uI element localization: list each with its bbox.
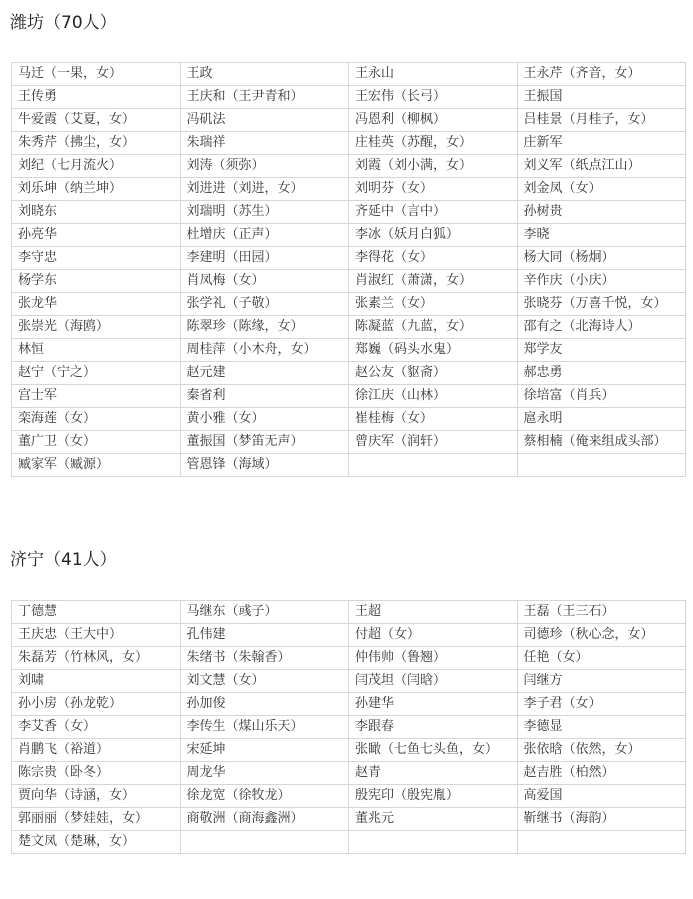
name-cell: 王传勇 xyxy=(12,86,181,109)
name-cell: 马迁（一果，女） xyxy=(12,63,181,86)
table-row xyxy=(12,293,686,316)
table-row xyxy=(12,762,686,785)
roster-table-weifang xyxy=(11,62,686,477)
table-row xyxy=(12,716,686,739)
name-cell: 栾海莲（女） xyxy=(12,408,181,431)
name-cell: 闫茂坦（闫晗） xyxy=(349,670,518,693)
name-cell: 赵宁（宁之） xyxy=(12,362,181,385)
name-cell: 赵公友（䝙斋） xyxy=(349,362,518,385)
name-cell: 高爱国 xyxy=(517,785,686,808)
name-cell: 董振国（梦笛无声） xyxy=(180,431,349,454)
table-row xyxy=(12,431,686,454)
name-cell: 宫士军 xyxy=(12,385,181,408)
name-cell: 臧家军（臧源） xyxy=(12,454,181,477)
name-cell: 徐江庆（山林） xyxy=(349,385,518,408)
name-cell: 崔桂梅（女） xyxy=(349,408,518,431)
name-cell: 黄小雅（女） xyxy=(180,408,349,431)
name-cell: 刘晓东 xyxy=(12,201,181,224)
name-cell: 李艾香（女） xyxy=(12,716,181,739)
name-cell: 庄新军 xyxy=(517,132,686,155)
name-cell: 孙亮华 xyxy=(12,224,181,247)
name-cell: 丁德慧 xyxy=(12,601,181,624)
name-cell: 赵吉胜（柏然） xyxy=(517,762,686,785)
table-row xyxy=(12,647,686,670)
name-cell: 张龙华 xyxy=(12,293,181,316)
name-cell: 仲伟帅（鲁翘） xyxy=(349,647,518,670)
name-cell: 陈翠珍（陈缘，女） xyxy=(180,316,349,339)
name-cell: 朱秀芹（拂尘，女） xyxy=(12,132,181,155)
name-cell: 孙树贵 xyxy=(517,201,686,224)
name-cell: 冯矶法 xyxy=(180,109,349,132)
name-cell: 杨大同（杨炯） xyxy=(517,247,686,270)
name-cell: 杜增庆（正声） xyxy=(180,224,349,247)
table-row xyxy=(12,201,686,224)
name-cell: 任艳（女） xyxy=(517,647,686,670)
name-cell: 楚文凤（楚琳，女） xyxy=(12,831,181,854)
name-cell: 董兆元 xyxy=(349,808,518,831)
name-cell: 秦省利 xyxy=(180,385,349,408)
name-cell: 陈凝蓝（九蓝，女） xyxy=(349,316,518,339)
name-cell: 王宏伟（长弓） xyxy=(349,86,518,109)
name-cell: 王磊（王三石） xyxy=(517,601,686,624)
name-cell: 孙加俊 xyxy=(180,693,349,716)
name-cell: 刘瑞明（苏生） xyxy=(180,201,349,224)
table-row xyxy=(12,109,686,132)
name-cell: 孙小房（孙龙乾） xyxy=(12,693,181,716)
name-cell: 刘金凤（女） xyxy=(517,178,686,201)
name-cell: 郭丽丽（梦娃娃，女） xyxy=(12,808,181,831)
name-cell: 孙建华 xyxy=(349,693,518,716)
name-cell: 牛爱霞（艾夏，女） xyxy=(12,109,181,132)
table-row xyxy=(12,739,686,762)
table-row xyxy=(12,808,686,831)
name-cell: 李德显 xyxy=(517,716,686,739)
name-cell: 李建明（田园） xyxy=(180,247,349,270)
name-cell: 曾庆军（润轩） xyxy=(349,431,518,454)
name-cell: 赵青 xyxy=(349,762,518,785)
name-cell: 赵元建 xyxy=(180,362,349,385)
table-row xyxy=(12,670,686,693)
name-cell: 徐培富（肖兵） xyxy=(517,385,686,408)
name-cell: 闫继方 xyxy=(517,670,686,693)
name-cell: 朱瑞祥 xyxy=(180,132,349,155)
table-row xyxy=(12,247,686,270)
name-cell: 徐龙宽（徐牧龙） xyxy=(180,785,349,808)
table-row xyxy=(12,224,686,247)
name-cell xyxy=(517,454,686,477)
name-cell: 董广卫（女） xyxy=(12,431,181,454)
name-cell: 李得花（女） xyxy=(349,247,518,270)
name-cell: 林恒 xyxy=(12,339,181,362)
table-row xyxy=(12,339,686,362)
table-row xyxy=(12,831,686,854)
section-heading-jining: 济宁（41人） xyxy=(10,550,117,570)
name-cell: 马继东（彧子） xyxy=(180,601,349,624)
name-cell: 张晓芬（万喜千悦，女） xyxy=(517,293,686,316)
name-cell: 张学礼（子敬） xyxy=(180,293,349,316)
table-row xyxy=(12,454,686,477)
table-row xyxy=(12,601,686,624)
name-cell: 王政 xyxy=(180,63,349,86)
table-row xyxy=(12,155,686,178)
name-cell: 肖凤梅（女） xyxy=(180,270,349,293)
table-row xyxy=(12,270,686,293)
name-cell: 扈永明 xyxy=(517,408,686,431)
name-cell: 刘明芬（女） xyxy=(349,178,518,201)
name-cell: 管恩锋（海域） xyxy=(180,454,349,477)
name-cell: 冯恩利（柳枫） xyxy=(349,109,518,132)
name-cell: 蔡相楠（俺来组成头部） xyxy=(517,431,686,454)
name-cell: 刘乐坤（纳兰坤） xyxy=(12,178,181,201)
table-row xyxy=(12,408,686,431)
name-cell xyxy=(180,831,349,854)
name-cell: 刘啸 xyxy=(12,670,181,693)
name-cell: 王永芹（齐音，女） xyxy=(517,63,686,86)
table-row xyxy=(12,316,686,339)
name-cell: 王超 xyxy=(349,601,518,624)
name-cell xyxy=(349,454,518,477)
table-row xyxy=(12,693,686,716)
name-cell: 郑学友 xyxy=(517,339,686,362)
name-cell: 刘义军（纸点江山） xyxy=(517,155,686,178)
name-cell: 齐延中（言中） xyxy=(349,201,518,224)
section-heading-weifang: 潍坊（70人） xyxy=(10,13,117,33)
name-cell: 李守忠 xyxy=(12,247,181,270)
name-cell: 陈宗贵（卧冬） xyxy=(12,762,181,785)
name-cell: 周桂萍（小木舟，女） xyxy=(180,339,349,362)
name-cell: 吕桂景（月桂子，女） xyxy=(517,109,686,132)
table-row xyxy=(12,63,686,86)
table-row xyxy=(12,624,686,647)
name-cell: 庄桂英（苏醒，女） xyxy=(349,132,518,155)
name-cell: 李跟春 xyxy=(349,716,518,739)
table-row xyxy=(12,385,686,408)
name-cell: 杨学东 xyxy=(12,270,181,293)
name-cell: 司德珍（秋心念，女） xyxy=(517,624,686,647)
name-cell: 刘纪（七月流火） xyxy=(12,155,181,178)
table-row xyxy=(12,178,686,201)
name-cell: 李传生（煤山乐天） xyxy=(180,716,349,739)
name-cell: 邵有之（北海诗人） xyxy=(517,316,686,339)
name-cell: 李冰（妖月白狐） xyxy=(349,224,518,247)
table-row xyxy=(12,785,686,808)
table-row xyxy=(12,362,686,385)
name-cell: 刘进进（刘进，女） xyxy=(180,178,349,201)
name-cell: 张崇光（海鸥） xyxy=(12,316,181,339)
name-cell: 宋延坤 xyxy=(180,739,349,762)
name-cell: 郝忠勇 xyxy=(517,362,686,385)
name-cell: 郑巍（码头水鬼） xyxy=(349,339,518,362)
table-row xyxy=(12,86,686,109)
name-cell: 商敬洲（商海鑫洲） xyxy=(180,808,349,831)
name-cell: 王庆和（王尹青和） xyxy=(180,86,349,109)
name-cell: 周龙华 xyxy=(180,762,349,785)
name-cell: 李子君（女） xyxy=(517,693,686,716)
name-cell: 辛作庆（小庆） xyxy=(517,270,686,293)
name-cell: 张依晗（依然，女） xyxy=(517,739,686,762)
name-cell: 靳继书（海韵） xyxy=(517,808,686,831)
name-cell: 刘霞（刘小满，女） xyxy=(349,155,518,178)
name-cell: 肖淑红（萧潇，女） xyxy=(349,270,518,293)
name-cell: 殷宪印（殷宪胤） xyxy=(349,785,518,808)
name-cell xyxy=(517,831,686,854)
name-cell: 朱绪书（朱翰香） xyxy=(180,647,349,670)
name-cell: 王振国 xyxy=(517,86,686,109)
name-cell: 张素兰（女） xyxy=(349,293,518,316)
name-cell: 付超（女） xyxy=(349,624,518,647)
name-cell: 李晓 xyxy=(517,224,686,247)
table-row xyxy=(12,132,686,155)
roster-table-jining xyxy=(11,600,686,854)
name-cell: 王庆忠（王大中） xyxy=(12,624,181,647)
name-cell: 贾向华（诗涵，女） xyxy=(12,785,181,808)
name-cell: 孔伟建 xyxy=(180,624,349,647)
name-cell: 刘涛（须弥） xyxy=(180,155,349,178)
name-cell xyxy=(349,831,518,854)
name-cell: 张瞰（七鱼七头鱼，女） xyxy=(349,739,518,762)
name-cell: 朱磊芳（竹林风，女） xyxy=(12,647,181,670)
name-cell: 王永山 xyxy=(349,63,518,86)
name-cell: 刘文慧（女） xyxy=(180,670,349,693)
name-cell: 肖鹏飞（裕道） xyxy=(12,739,181,762)
